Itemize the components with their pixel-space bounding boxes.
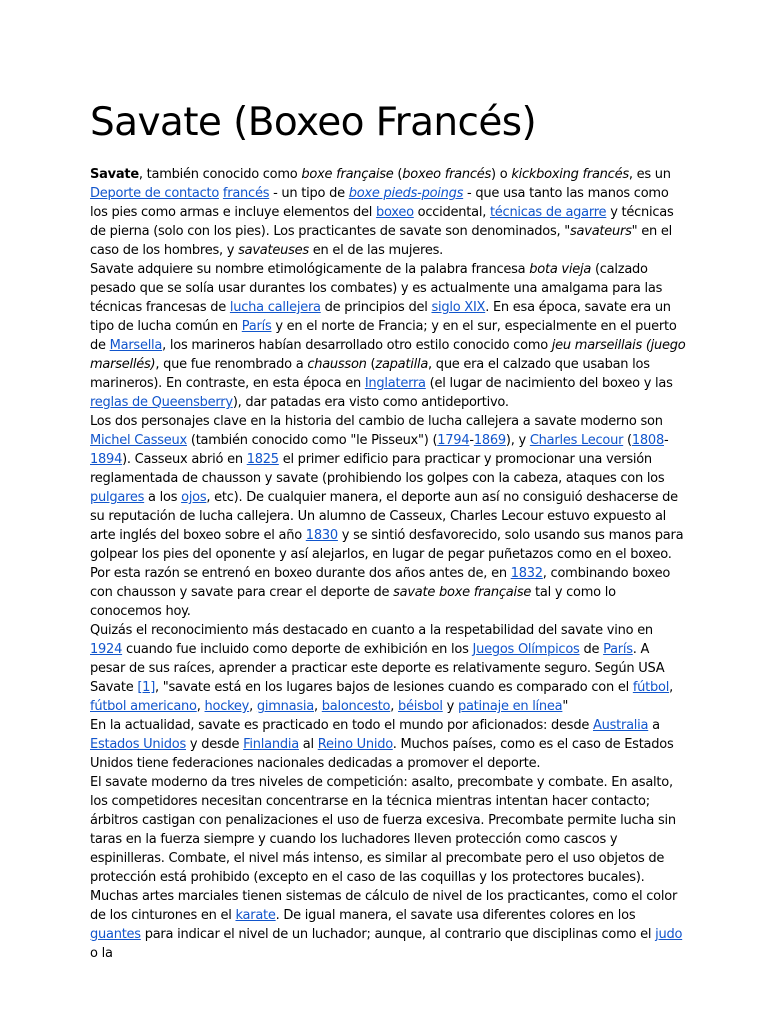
wiki-link[interactable]: [1] xyxy=(137,680,156,695)
text-run: , xyxy=(390,699,399,714)
text-run: Quizás el reconocimiento más destacado en cuanto a la respetabilidad del savate vino en xyxy=(90,623,653,638)
wiki-link[interactable]: fútbol xyxy=(632,680,670,695)
text-run: . A pesar de sus raíces, aprender a practicar este deporte es relativamente seguro. Según USA Savate xyxy=(90,642,665,695)
wiki-link[interactable]: Finlandia xyxy=(243,737,299,752)
page-title: Savate (Boxeo Francés) xyxy=(90,100,537,145)
text-run: " xyxy=(562,699,569,714)
text-run: , etc). De cualquier manera, el deporte aun así no consiguió deshacerse de su reputación de lucha callejera. Un alumno de Casseux, Charles Lecour estuvo expuesto al arte inglés del boxeo sobre el año xyxy=(90,490,678,543)
wiki-link[interactable]: 1808 xyxy=(631,433,664,448)
italic-term: bota vieja xyxy=(529,262,592,277)
text-run: a xyxy=(648,718,660,733)
wiki-link[interactable]: 1825 xyxy=(246,452,279,467)
wiki-link[interactable]: pulgares xyxy=(90,490,145,505)
wiki-link[interactable]: Juegos Olímpicos xyxy=(472,642,580,657)
text-run: - xyxy=(663,433,669,448)
text-run: al xyxy=(298,737,318,752)
text-run: , que fue renombrado a xyxy=(155,357,308,372)
text-run: y se sintió desfavorecido, solo usando sus manos para golpear los pies del oponente y así alejarlos, en lugar de pegar puñetazos como en el boxeo. Por esta razón se entrenó en boxeo durante dos años antes de, en xyxy=(90,528,684,581)
wiki-link[interactable]: patinaje en línea xyxy=(457,699,563,714)
italic-term: chausson xyxy=(307,357,367,372)
text-run: y en el norte de Francia; y en el sur, especialmente en el puerto de xyxy=(90,319,677,353)
text-run: En la actualidad, savate es practicado en todo el mundo por aficionados: desde xyxy=(90,718,593,733)
italic-term: savateuses xyxy=(238,243,309,258)
wiki-link[interactable]: ojos xyxy=(181,490,207,505)
text-run: , xyxy=(196,699,205,714)
text-run: . Muchos países, como es el caso de Estados Unidos tiene federaciones nacionales dedicadas a promover el deporte. xyxy=(90,737,674,771)
text-run: y técnicas de pierna (solo con los pies). Los practicantes de savate son denominados, " xyxy=(90,205,674,239)
text-run: y desde xyxy=(186,737,244,752)
text-run: " en el caso de los hombres, y xyxy=(90,224,672,258)
wiki-link[interactable]: baloncesto xyxy=(321,699,391,714)
text-run: ), dar patadas era visto como antideportivo. xyxy=(232,395,509,410)
wiki-link[interactable]: hockey xyxy=(204,699,250,714)
paragraph-4 xyxy=(90,621,686,716)
text-run: occidental, xyxy=(413,205,490,220)
wiki-link[interactable]: Reino Unido xyxy=(317,737,393,752)
text-run: de principios del xyxy=(320,300,432,315)
wiki-link[interactable]: siglo XIX xyxy=(431,300,486,315)
italic-term: savateurs xyxy=(570,224,632,239)
italic-term: boxe française xyxy=(301,167,394,182)
wiki-link[interactable]: béisbol xyxy=(398,699,443,714)
wiki-link[interactable]: Estados Unidos xyxy=(90,737,187,752)
paragraph-6 xyxy=(90,773,686,887)
wiki-link[interactable]: técnicas de agarre xyxy=(489,205,607,220)
text-run: - xyxy=(469,433,474,448)
text-run: ) o xyxy=(491,167,512,182)
wiki-link[interactable]: judo xyxy=(655,927,683,942)
text-run: Los dos personajes clave en la historia del cambio de lucha callejera a savate moderno son xyxy=(90,414,663,429)
text-run: y xyxy=(442,699,458,714)
paragraph-1 xyxy=(90,165,686,260)
wiki-link[interactable]: karate xyxy=(235,908,276,923)
wiki-link[interactable]: París xyxy=(603,642,633,657)
text-run: en el de las mujeres. xyxy=(308,243,443,258)
text-run: Muchas artes marciales tienen sistemas de cálculo de nivel de los practicantes, como el color de los cinturones en el xyxy=(90,889,678,923)
wiki-link[interactable]: Deporte de contacto xyxy=(90,186,220,201)
text-run: de xyxy=(579,642,604,657)
text-run: , que era el calzado que usaban los marineros). En contraste, en esta época en xyxy=(90,357,650,391)
text-run: ( xyxy=(393,167,403,182)
wiki-link[interactable]: lucha callejera xyxy=(229,300,321,315)
text-run: , los marineros habían desarrollado otro estilo conocido como xyxy=(162,338,552,353)
text-run: (el lugar de nacimiento del boxeo y las xyxy=(425,376,673,391)
italic-term: jeu marseillais (juego marsellés) xyxy=(90,338,686,372)
text-run: ). Casseux abrió en xyxy=(122,452,247,467)
text-run: , es un xyxy=(628,167,671,182)
text-run: , xyxy=(249,699,257,714)
text-run: ( xyxy=(366,357,376,372)
text-run: El savate moderno da tres niveles de competición: asalto, precombate y combate. En asalto, los competidores necesitan concentrarse en la técnica mientras intentan hacer contacto; árbitros castigan con penalizaciones el uso de fuerza excesiva. Precombate permite lucha sin taras en la fuerza siempre y cuando los luchadores lleven protección como cascos y espinilleras. Combate, el nivel más intenso, es similar al precombate pero el uso objetos de protección está prohibido (excepto en el caso de las coquillas y los protectores bucales). xyxy=(90,775,676,885)
wiki-link[interactable]: Charles Lecour xyxy=(529,433,624,448)
text-run: tal y como lo conocemos hoy. xyxy=(90,585,616,619)
wiki-link[interactable]: París xyxy=(241,319,272,334)
text-run: cuando fue incluido como deporte de exhibición en los xyxy=(122,642,473,657)
paragraph-3 xyxy=(90,412,686,621)
wiki-link[interactable]: Inglaterra xyxy=(364,376,426,391)
wiki-link[interactable]: Australia xyxy=(592,718,649,733)
italic-term: savate boxe française xyxy=(393,585,532,600)
text-run: , xyxy=(669,680,673,695)
wiki-link[interactable]: Marsella xyxy=(109,338,163,353)
paragraph-7 xyxy=(90,887,686,963)
italic-term: zapatilla xyxy=(375,357,429,372)
wiki-link[interactable]: 1869 xyxy=(473,433,506,448)
text-run: . En esa época, savate era un tipo de lucha común en xyxy=(90,300,671,334)
italic-term: boxeo francés xyxy=(402,167,492,182)
wiki-link[interactable]: 1924 xyxy=(90,642,123,657)
text-run: , combinando boxeo con chausson y savate para crear el deporte de xyxy=(90,566,671,600)
wiki-link[interactable]: gimnasia xyxy=(256,699,314,714)
text-run: (también conocido como "le Pisseux") ( xyxy=(186,433,438,448)
wiki-link[interactable]: boxeo xyxy=(375,205,414,220)
wiki-link[interactable]: boxe pieds-poings xyxy=(348,186,464,201)
paragraph-5 xyxy=(90,716,686,773)
text-run: Savate adquiere su nombre etimológicamente de la palabra francesa xyxy=(90,262,530,277)
bold-term: Savate xyxy=(90,167,139,182)
wiki-link[interactable]: guantes xyxy=(90,927,141,942)
text-run: , también conocido como xyxy=(138,167,302,182)
wiki-link[interactable]: 1830 xyxy=(305,528,338,543)
text-run: - un tipo de xyxy=(269,186,349,201)
text-run: o la xyxy=(90,946,113,961)
wiki-link[interactable]: 1794 xyxy=(437,433,470,448)
wiki-link[interactable]: 1832 xyxy=(510,566,543,581)
article-body xyxy=(90,165,686,963)
wiki-link[interactable]: reglas de Queensberry xyxy=(90,395,233,410)
text-run: - que usa tanto las manos como los pies como armas e incluye elementos del xyxy=(90,186,669,220)
text-run: . De igual manera, el savate usa diferentes colores en los xyxy=(275,908,636,923)
text-run: ( xyxy=(623,433,632,448)
wiki-link[interactable]: fútbol americano xyxy=(90,699,197,714)
wiki-link[interactable]: Michel Casseux xyxy=(90,433,187,448)
text-run: para indicar el nivel de un luchador; aunque, al contrario que disciplinas como el xyxy=(140,927,656,942)
text-run: el primer edificio para practicar y promocionar una versión reglamentada de chausson y savate (prohibiendo los golpes con la cabeza, ataques con los xyxy=(90,452,665,486)
text-run: a los xyxy=(144,490,182,505)
italic-term: kickboxing francés xyxy=(511,167,629,182)
text-run: , "savate está en los lugares bajos de lesiones cuando es comparado con el xyxy=(155,680,633,695)
paragraph-2 xyxy=(90,260,686,412)
text-run: , xyxy=(314,699,322,714)
wiki-link[interactable]: 1894 xyxy=(90,452,123,467)
wiki-link[interactable]: francés xyxy=(222,186,270,201)
document-page xyxy=(90,96,686,963)
text-run: ), y xyxy=(505,433,530,448)
text-run: (calzado pesado que se solía usar durantes los combates) y es actualmente una amalgama para las técnicas francesas de xyxy=(90,262,663,315)
